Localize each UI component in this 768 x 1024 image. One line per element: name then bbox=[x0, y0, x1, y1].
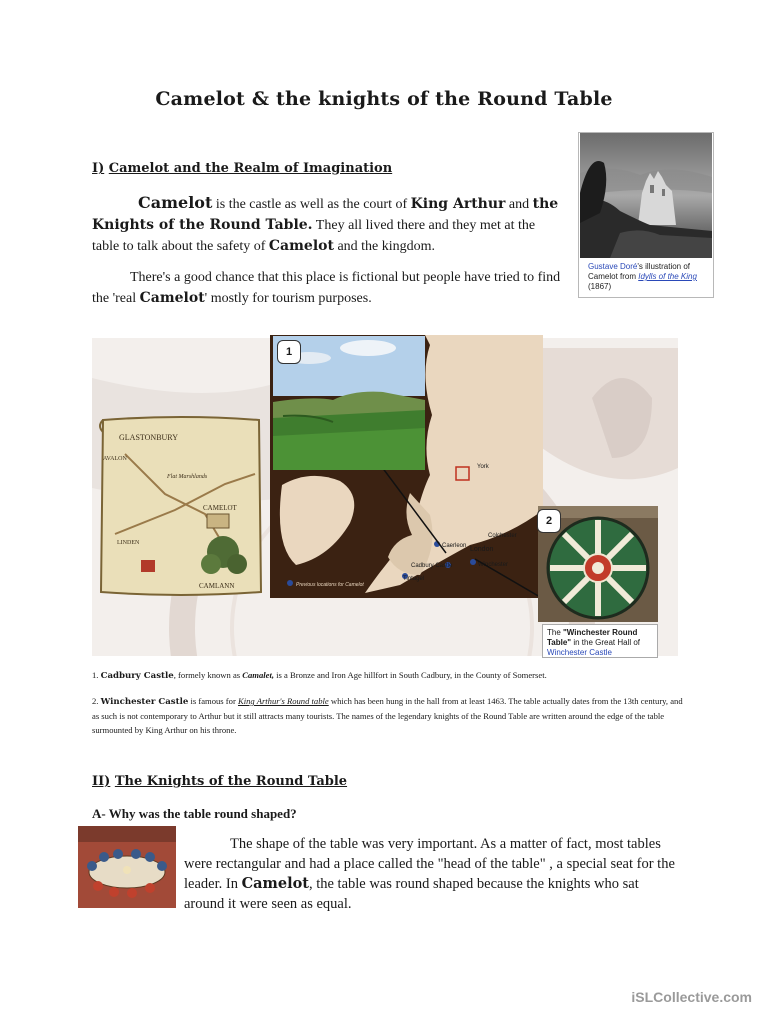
dore-link[interactable]: Gustave Doré bbox=[588, 262, 638, 271]
place-cadbury: Cadbury Castle bbox=[411, 563, 453, 569]
text: The bbox=[547, 628, 564, 637]
winchester-castle-name: Winchester Castle bbox=[100, 697, 189, 707]
place-london: London bbox=[470, 546, 494, 553]
scroll-label-camlann: CAMLANN bbox=[199, 582, 235, 590]
text: They all lived there and they met at the table to talk about the safety of bbox=[92, 218, 536, 254]
section-1-paragraph-2 bbox=[92, 268, 566, 309]
dore-camelot-illustration bbox=[580, 133, 712, 258]
scroll-label-avalon: AVALON bbox=[103, 456, 127, 462]
word-camelot: Camelot bbox=[139, 290, 205, 306]
place-york: York bbox=[477, 464, 489, 470]
dore-caption bbox=[588, 262, 708, 292]
winchester-table-bold: "Winchester Round Table" bbox=[547, 628, 638, 647]
text: 's illustration of Camelot from bbox=[588, 262, 691, 281]
scroll-label-glastonbury: GLASTONBURY bbox=[119, 433, 178, 442]
word-king-arthur: King Arthur bbox=[410, 196, 506, 212]
marker-badge-1: 1 bbox=[277, 340, 301, 364]
text: , the table was round shaped because the knights who sat around it were seen as equal. bbox=[184, 876, 639, 912]
text: is famous for bbox=[188, 696, 238, 706]
word-camelot: Camelot bbox=[268, 238, 334, 254]
idylls-link[interactable]: Idylls of the King bbox=[638, 272, 697, 281]
text: There's a good chance that this place is fictional but people have tried to find the 'real bbox=[92, 270, 561, 306]
islcollective-watermark: iSLCollective.com bbox=[631, 989, 752, 1005]
text: is a Bronze and Iron Age hillfort in South Cadbury, in the County of Somerset. bbox=[274, 670, 547, 680]
round-table-link[interactable]: King Arthur's Round table bbox=[237, 696, 329, 706]
legend-scroll-map bbox=[95, 414, 267, 598]
text: (1867) bbox=[588, 282, 612, 291]
cadbury-castle-name: Cadbury Castle bbox=[100, 671, 174, 681]
text: which has been hung in the hall from at least 1463. The table actually dates from the 13th century, and as such is not contemporary to Arthur but it still attracts many tourists. The names of the legendary knights of the Round Table are written around the edge of the table surmounted by King Arthur on his throne. bbox=[92, 696, 683, 735]
camalet-name: Camalet, bbox=[242, 670, 274, 680]
text: The shape of the table was very important. As a matter of fact, most tables were rectangular and had a place called the "head of the table" , a special seat for the leader. In bbox=[184, 836, 675, 892]
place-colchester: Colchester bbox=[488, 533, 517, 539]
map-legend: Previous locations for Camelot bbox=[296, 582, 364, 588]
section-2-heading bbox=[92, 774, 347, 789]
page-title: Camelot & the knights of the Round Table bbox=[155, 88, 613, 110]
marker-badge-2: 2 bbox=[537, 509, 561, 533]
section-1-paragraph-1 bbox=[92, 193, 562, 257]
knights-round-table-painting bbox=[78, 826, 176, 908]
word-knights: the Knights of the Round Table. bbox=[92, 196, 559, 233]
place-tintagel: Tintagel bbox=[403, 576, 425, 582]
place-caerleon: Caerleon bbox=[442, 543, 467, 549]
section-2-title: The Knights of the Round Table bbox=[114, 774, 348, 789]
section-1-title: Camelot and the Realm of Imagination bbox=[108, 161, 393, 176]
word-camelot: Camelot bbox=[138, 193, 213, 212]
section-2-number: II) bbox=[92, 774, 111, 789]
text: is the castle as well as the court of bbox=[212, 197, 411, 212]
text: ' mostly for tourism purposes. bbox=[204, 291, 372, 306]
winchester-caption bbox=[542, 624, 658, 658]
text: in the Great Hall of bbox=[571, 638, 641, 647]
text: and bbox=[505, 197, 533, 212]
section-2-subheading: A- Why was the table round shaped? bbox=[92, 806, 297, 821]
note-number: 2. bbox=[92, 696, 99, 706]
note-number: 1. bbox=[92, 670, 99, 680]
section-1-heading bbox=[92, 161, 392, 176]
note-2 bbox=[92, 694, 684, 737]
section-1-number: I) bbox=[92, 161, 105, 176]
text: and the kingdom. bbox=[333, 239, 436, 254]
winchester-castle-link[interactable]: Winchester Castle bbox=[547, 648, 612, 657]
note-1 bbox=[92, 668, 682, 683]
scroll-label-camelot: CAMELOT bbox=[203, 504, 237, 512]
word-camelot: Camelot bbox=[241, 875, 309, 892]
place-winchester: Winchester bbox=[478, 562, 509, 568]
text: , formely known as bbox=[173, 670, 243, 680]
scroll-label-marshlands: Flat Marshlands bbox=[167, 474, 208, 480]
section-2-paragraph-1 bbox=[184, 834, 680, 914]
scroll-label-linden: LINDEN bbox=[117, 540, 140, 546]
